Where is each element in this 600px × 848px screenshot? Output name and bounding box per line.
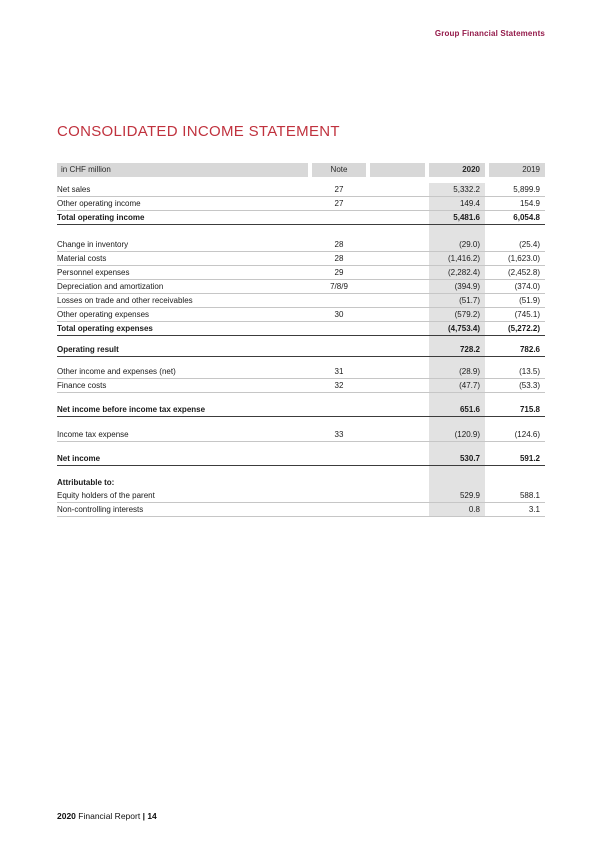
row-blank xyxy=(370,475,425,489)
table-spacer-row xyxy=(57,442,545,452)
row-value-2019: (1,623.0) xyxy=(507,254,540,263)
row-label xyxy=(57,466,308,475)
row-label: Other operating income xyxy=(57,199,141,208)
row-blank xyxy=(370,336,425,343)
row-value-2019: (25.4) xyxy=(519,240,540,249)
row-blank xyxy=(370,503,425,516)
row-label xyxy=(57,336,308,343)
row-value-2019: (5,272.2) xyxy=(507,324,540,333)
row-note xyxy=(312,503,366,516)
table-row xyxy=(57,503,545,517)
table-row xyxy=(57,197,545,211)
row-note: 27 xyxy=(334,185,344,194)
table-row xyxy=(57,280,545,294)
row-value-2020 xyxy=(429,466,485,475)
row-label: Material costs xyxy=(57,254,107,263)
row-value-2020: (28.9) xyxy=(429,365,485,378)
row-note xyxy=(312,336,366,343)
row-label: Other operating expenses xyxy=(57,310,150,319)
row-note xyxy=(312,343,366,356)
row-label xyxy=(57,393,308,403)
row-note xyxy=(312,475,366,489)
row-note: 28 xyxy=(334,254,344,263)
row-value-2019 xyxy=(489,336,545,343)
row-label xyxy=(57,357,308,365)
table-row xyxy=(57,266,545,280)
row-value-2020 xyxy=(429,442,485,452)
table-spacer-row xyxy=(57,417,545,428)
row-value-2020: (2,282.4) xyxy=(429,266,485,279)
row-blank xyxy=(370,308,425,321)
row-value-2020: (579.2) xyxy=(429,308,485,321)
row-blank xyxy=(370,357,425,365)
row-blank xyxy=(370,211,425,224)
row-blank xyxy=(370,280,425,293)
column-header-unit: in CHF million xyxy=(57,163,308,177)
row-value-2019 xyxy=(489,475,545,489)
footer-page-number: 14 xyxy=(147,811,157,821)
row-value-2020 xyxy=(429,225,485,238)
table-row xyxy=(57,489,545,503)
row-note: 33 xyxy=(334,430,344,439)
table-spacer-row xyxy=(57,225,545,238)
table-spacer-row xyxy=(57,357,545,365)
row-blank xyxy=(370,428,425,441)
table-spacer-row xyxy=(57,393,545,403)
row-label xyxy=(57,225,308,238)
row-blank xyxy=(370,252,425,265)
income-table-body xyxy=(57,183,545,517)
row-label: Total operating income xyxy=(57,213,145,222)
row-value-2020: (4,753.4) xyxy=(429,322,485,335)
income-statement-table xyxy=(57,163,545,517)
row-blank xyxy=(370,225,425,238)
row-blank xyxy=(370,452,425,465)
row-label: Attributable to: xyxy=(57,478,115,487)
row-blank xyxy=(370,343,425,356)
row-value-2020 xyxy=(429,357,485,365)
row-value-2020: (47.7) xyxy=(429,379,485,392)
row-label: Total operating expenses xyxy=(57,324,153,333)
row-blank xyxy=(370,183,425,196)
row-label: Net sales xyxy=(57,185,91,194)
row-note xyxy=(312,225,366,238)
row-value-2020: 529.9 xyxy=(429,489,485,502)
row-value-2019: 3.1 xyxy=(528,505,540,514)
row-value-2020: (51.7) xyxy=(429,294,485,307)
row-value-2020: 5,332.2 xyxy=(429,183,485,196)
column-header-note: Note xyxy=(312,163,366,177)
row-value-2019: 782.6 xyxy=(519,345,540,354)
row-value-2019: (51.9) xyxy=(519,296,540,305)
row-label xyxy=(57,417,308,428)
row-value-2020 xyxy=(429,336,485,343)
row-value-2019 xyxy=(489,393,545,403)
row-note: 27 xyxy=(334,199,344,208)
row-value-2020: (29.0) xyxy=(429,238,485,251)
row-value-2020: 728.2 xyxy=(429,343,485,356)
row-value-2019 xyxy=(489,357,545,365)
row-blank xyxy=(370,238,425,251)
table-row xyxy=(57,475,545,489)
row-blank xyxy=(370,393,425,403)
row-value-2019 xyxy=(489,442,545,452)
column-header-blank xyxy=(370,163,425,177)
row-value-2019: (124.6) xyxy=(514,430,540,439)
row-note xyxy=(312,357,366,365)
row-note xyxy=(312,403,366,416)
row-value-2020: (120.9) xyxy=(429,428,485,441)
page-footer xyxy=(57,811,157,821)
row-value-2019: 5,899.9 xyxy=(513,185,540,194)
row-blank xyxy=(370,466,425,475)
row-note: 28 xyxy=(334,240,344,249)
row-label: Losses on trade and other receivables xyxy=(57,296,193,305)
row-blank xyxy=(370,379,425,392)
row-value-2019: 154.9 xyxy=(519,199,540,208)
row-value-2019 xyxy=(489,466,545,475)
table-row xyxy=(57,294,545,308)
row-blank xyxy=(370,417,425,428)
row-blank xyxy=(370,489,425,502)
page-title: CONSOLIDATED INCOME STATEMENT xyxy=(57,123,340,140)
row-blank xyxy=(370,365,425,378)
row-note: 29 xyxy=(334,268,344,277)
row-value-2020: 5,481.6 xyxy=(429,211,485,224)
table-row xyxy=(57,403,545,417)
table-row xyxy=(57,428,545,442)
footer-year: 2020 xyxy=(57,811,76,821)
table-row xyxy=(57,238,545,252)
row-value-2020: 530.7 xyxy=(429,452,485,465)
table-row xyxy=(57,211,545,225)
row-label: Equity holders of the parent xyxy=(57,491,155,500)
table-row xyxy=(57,452,545,466)
row-note xyxy=(312,211,366,224)
row-value-2020 xyxy=(429,475,485,489)
row-note: 30 xyxy=(334,310,344,319)
table-row xyxy=(57,343,545,357)
row-label: Net income before income tax expense xyxy=(57,405,206,414)
row-value-2020 xyxy=(429,393,485,403)
row-value-2020 xyxy=(429,417,485,428)
row-label: Income tax expense xyxy=(57,430,129,439)
table-spacer-row xyxy=(57,336,545,343)
row-note xyxy=(312,294,366,307)
row-blank xyxy=(370,322,425,335)
column-header-2019: 2019 xyxy=(489,163,545,177)
row-label xyxy=(57,442,308,452)
row-label: Change in inventory xyxy=(57,240,129,249)
row-label: Non-controlling interests xyxy=(57,505,144,514)
row-blank xyxy=(370,266,425,279)
row-blank xyxy=(370,442,425,452)
row-label: Other income and expenses (net) xyxy=(57,367,176,376)
row-value-2019: 715.8 xyxy=(519,405,540,414)
row-note: 32 xyxy=(334,381,344,390)
row-value-2020: 651.6 xyxy=(429,403,485,416)
row-note: 7/8/9 xyxy=(330,282,348,291)
row-label: Operating result xyxy=(57,345,119,354)
table-row xyxy=(57,252,545,266)
table-row xyxy=(57,365,545,379)
row-value-2019: (2,452.8) xyxy=(507,268,540,277)
row-note xyxy=(312,452,366,465)
row-value-2019: (13.5) xyxy=(519,367,540,376)
row-blank xyxy=(370,197,425,210)
row-note xyxy=(312,489,366,502)
row-value-2019: 588.1 xyxy=(519,491,540,500)
row-value-2019 xyxy=(489,225,545,238)
row-note xyxy=(312,442,366,452)
row-note: 31 xyxy=(334,367,344,376)
row-note xyxy=(312,322,366,335)
row-label: Finance costs xyxy=(57,381,107,390)
row-note xyxy=(312,466,366,475)
row-blank xyxy=(370,403,425,416)
footer-label: Financial Report xyxy=(78,811,141,821)
row-value-2019: 591.2 xyxy=(519,454,540,463)
row-label: Depreciation and amortization xyxy=(57,282,164,291)
table-spacer-row xyxy=(57,466,545,475)
row-value-2019: (745.1) xyxy=(514,310,540,319)
row-label: Personnel expenses xyxy=(57,268,130,277)
table-row xyxy=(57,322,545,336)
row-value-2020: 149.4 xyxy=(429,197,485,210)
table-row xyxy=(57,379,545,393)
table-header-row xyxy=(57,163,545,177)
row-label: Net income xyxy=(57,454,101,463)
row-blank xyxy=(370,294,425,307)
row-value-2019: 6,054.8 xyxy=(513,213,540,222)
section-header: Group Financial Statements xyxy=(434,29,545,38)
row-value-2020: 0.8 xyxy=(429,503,485,516)
row-note xyxy=(312,393,366,403)
row-value-2019: (53.3) xyxy=(519,381,540,390)
row-value-2020: (1,416.2) xyxy=(429,252,485,265)
row-note xyxy=(312,417,366,428)
row-value-2020: (394.9) xyxy=(429,280,485,293)
table-row xyxy=(57,308,545,322)
row-value-2019 xyxy=(489,417,545,428)
row-value-2019: (374.0) xyxy=(514,282,540,291)
footer-separator: | xyxy=(142,811,145,821)
column-header-2020: 2020 xyxy=(429,163,485,177)
table-row xyxy=(57,183,545,197)
